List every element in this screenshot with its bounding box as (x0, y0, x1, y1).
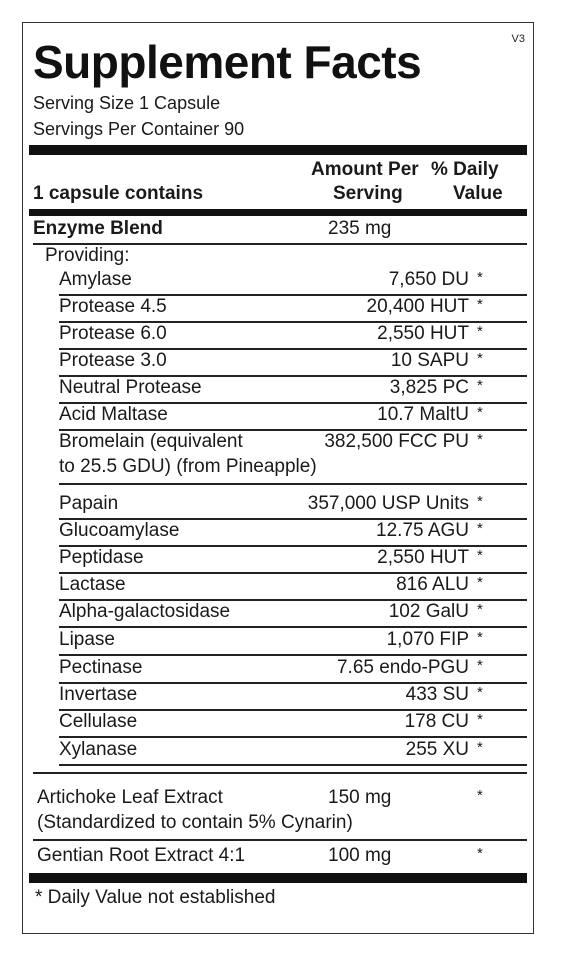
artichoke-divider (33, 839, 527, 841)
ingredient-dv: * (477, 601, 483, 618)
ingredient-amount: 1,070 FIP (386, 629, 469, 650)
thick-divider-bottom (29, 873, 527, 883)
ingredient-amount: 7,650 DU (388, 269, 469, 290)
ingredient-amount: 382,500 FCC PU (324, 431, 469, 452)
artichoke-name: Artichoke Leaf Extract (37, 787, 223, 808)
artichoke-dv: * (477, 787, 483, 804)
header-contains: 1 capsule contains (33, 183, 204, 204)
version-label: V3 (511, 33, 525, 45)
ingredient-name: Bromelain (equivalent (59, 431, 243, 452)
ingredient-name: Glucoamylase (59, 520, 180, 541)
ingredient-amount: 2,550 HUT (377, 323, 469, 344)
ingredient-dv: * (477, 377, 483, 394)
ingredient-dv: * (477, 404, 483, 421)
ingredient-amount: 255 XU (405, 739, 469, 760)
ingredient-dv: * (477, 431, 483, 448)
ingredient-name: Acid Maltase (59, 404, 168, 425)
gentian-dv: * (477, 845, 483, 862)
artichoke-standardization: (Standardized to contain 5% Cynarin) (37, 812, 353, 833)
ingredient-name: Pectinase (59, 657, 143, 678)
footnote: * Daily Value not established (35, 887, 276, 908)
ingredient-name: Neutral Protease (59, 377, 202, 398)
ingredient-name-continued: to 25.5 GDU) (from Pineapple) (59, 456, 317, 477)
thick-divider-header (29, 209, 527, 216)
ingredient-amount: 178 CU (404, 711, 469, 732)
ingredient-dv: * (477, 493, 483, 510)
ingredient-dv: * (477, 520, 483, 537)
ingredient-dv: * (477, 739, 483, 756)
gentian-name: Gentian Root Extract 4:1 (37, 845, 246, 866)
ingredient-name: Protease 4.5 (59, 296, 167, 317)
ingredient-name: Amylase (59, 269, 132, 290)
serving-size: Serving Size 1 Capsule (33, 93, 221, 113)
ingredient-name: Xylanase (59, 739, 138, 760)
ingredient-dv: * (477, 350, 483, 367)
ingredient-name: Cellulase (59, 711, 138, 732)
ingredient-dv: * (477, 657, 483, 674)
ingredient-name: Peptidase (59, 547, 144, 568)
panel-title: Supplement Facts (33, 36, 422, 88)
header-amount-line2: Serving (333, 183, 403, 204)
artichoke-amount: 150 mg (328, 787, 392, 808)
supplement-facts-panel (22, 22, 534, 934)
ingredient-amount: 7.65 endo-PGU (336, 657, 469, 678)
gentian-amount: 100 mg (328, 845, 392, 866)
ingredient-amount: 3,825 PC (389, 377, 469, 398)
ingredient-name: Lactase (59, 574, 126, 595)
ingredient-divider (59, 483, 527, 485)
ingredient-dv: * (477, 547, 483, 564)
ingredient-amount: 433 SU (405, 684, 469, 705)
ingredient-divider (59, 654, 527, 656)
ingredient-dv: * (477, 574, 483, 591)
ingredient-dv: * (477, 629, 483, 646)
ingredient-name: Alpha-galactosidase (59, 601, 231, 622)
ingredient-name: Papain (59, 493, 119, 514)
ingredient-amount: 10.7 MaltU (377, 404, 469, 425)
ingredient-amount: 2,550 HUT (377, 547, 469, 568)
ingredient-dv: * (477, 684, 483, 701)
ingredient-amount: 816 ALU (396, 574, 469, 595)
blend-amount: 235 mg (328, 218, 392, 239)
servings-per-container: Servings Per Container 90 (33, 119, 245, 139)
ingredient-amount: 357,000 USP Units (307, 493, 469, 514)
ingredient-amount: 102 GalU (388, 601, 469, 622)
blend-name: Enzyme Blend (33, 218, 163, 239)
ingredient-name: Protease 6.0 (59, 323, 167, 344)
ingredient-dv: * (477, 296, 483, 313)
blend-end-divider (33, 772, 527, 774)
ingredient-amount: 12.75 AGU (376, 520, 469, 541)
ingredient-divider (59, 736, 527, 738)
ingredient-name: Lipase (59, 629, 115, 650)
ingredient-name: Protease 3.0 (59, 350, 167, 371)
thick-divider-top (29, 145, 527, 155)
ingredient-dv: * (477, 269, 483, 286)
ingredient-divider (59, 764, 527, 766)
ingredient-name: Invertase (59, 684, 138, 705)
ingredient-amount: 20,400 HUT (366, 296, 469, 317)
providing-label: Providing: (45, 245, 130, 266)
ingredient-amount: 10 SAPU (390, 350, 469, 371)
ingredient-dv: * (477, 323, 483, 340)
header-dv-line1: % Daily (431, 159, 499, 180)
ingredient-dv: * (477, 711, 483, 728)
ingredient-divider (59, 626, 527, 628)
header-amount-line1: Amount Per (311, 159, 419, 180)
header-dv-line2: Value (453, 183, 503, 204)
